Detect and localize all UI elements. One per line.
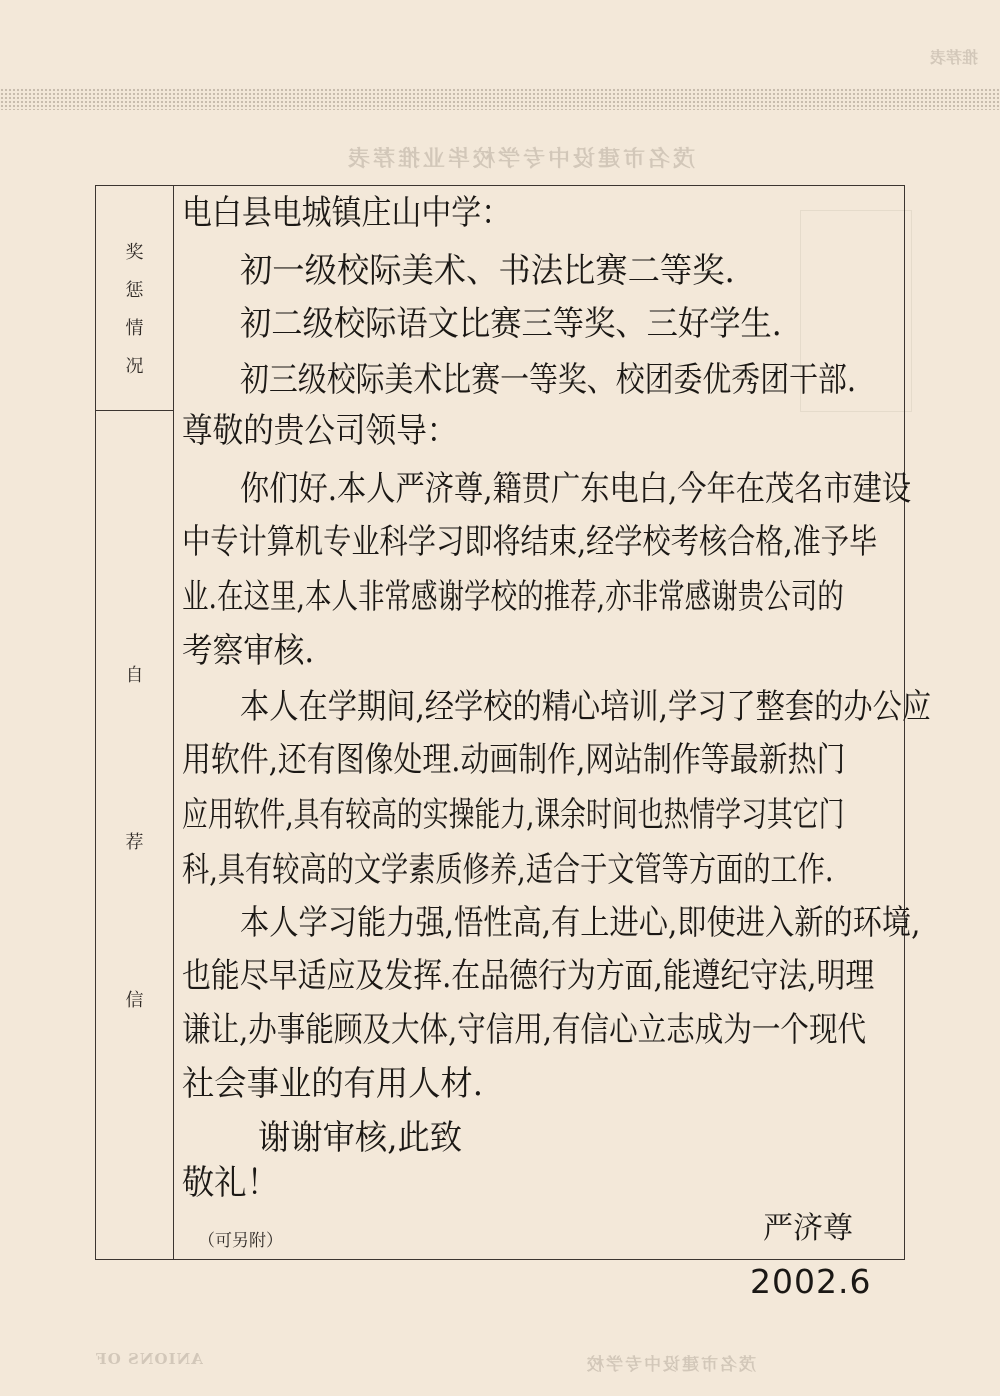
letter-line: 你们好.本人严济尊,籍贯广东电白,今年在茂名市建设 [240, 469, 912, 509]
letter-label-char: 自 [125, 665, 144, 686]
letter-line: 也能尽早适应及发挥.在品德行为方面,能遵纪守法,明理 [182, 956, 875, 996]
awards-label-char: 惩 [125, 280, 144, 301]
letter-line: 考察审核. [182, 631, 315, 671]
signature: 严济尊 [763, 1211, 853, 1246]
letter-label-char: 信 [125, 990, 144, 1011]
bleed-through-footer: 茂名市建设中专学校 [585, 1355, 756, 1375]
letter-line: 中专计算机专业科学习即将结束,经学校考核合格,准予毕 [182, 522, 878, 562]
awards-line: 初三级校际美术比赛一等奖、校团委优秀团干部. [240, 360, 857, 400]
letter-line: 社会事业的有用人材. [182, 1064, 483, 1104]
awards-label [96, 238, 173, 390]
date: 2002.6 [750, 1262, 872, 1301]
bleed-through-footer-left: ANIONS OF [95, 1350, 203, 1368]
letter-line: 应用软件,具有较高的实操能力,课余时间也热情学习其它门 [182, 795, 845, 835]
awards-label-char: 奖 [125, 242, 144, 263]
column-divider [173, 186, 174, 1259]
attachment-note: （可另附） [198, 1231, 283, 1251]
letter-line: 用软件,还有图像处理.动画制作,网站制作等最新热门 [182, 740, 846, 780]
letter-line: 本人在学期间,经学校的精心培训,学习了整套的办公应 [240, 687, 932, 727]
awards-line: 初二级校际语文比赛三等奖、三好学生. [240, 304, 782, 344]
dotted-band [0, 88, 1000, 110]
bleed-through-corner: 推荐表 [930, 48, 979, 67]
awards-school: 电白县电城镇庄山中学： [182, 193, 512, 233]
letter-closing: 谢谢审核,此致 [258, 1118, 463, 1158]
letter-line: 谦让,办事能顾及大体,守信用,有信心立志成为一个现代 [182, 1010, 867, 1050]
letter-salutation: 尊敬的贵公司领导： [182, 411, 458, 451]
row-divider [96, 410, 173, 411]
letter-regards: 敬礼！ [182, 1163, 279, 1203]
letter-line: 本人学习能力强,悟性高,有上进心,即使进入新的环境, [240, 903, 921, 943]
awards-line: 初一级校际美术、书法比赛二等奖. [240, 251, 735, 291]
letter-line: 科,具有较高的文学素质修养,适合于文管等方面的工作. [182, 850, 834, 890]
bleed-through-header: 茂名市建设中专学校毕业推荐表 [345, 146, 696, 172]
awards-label-char: 情 [125, 318, 144, 339]
awards-label-char: 况 [125, 356, 144, 377]
letter-line: 业.在这里,本人非常感谢学校的推荐,亦非常感谢贵公司的 [182, 577, 844, 617]
letter-label-char: 荐 [125, 832, 144, 853]
